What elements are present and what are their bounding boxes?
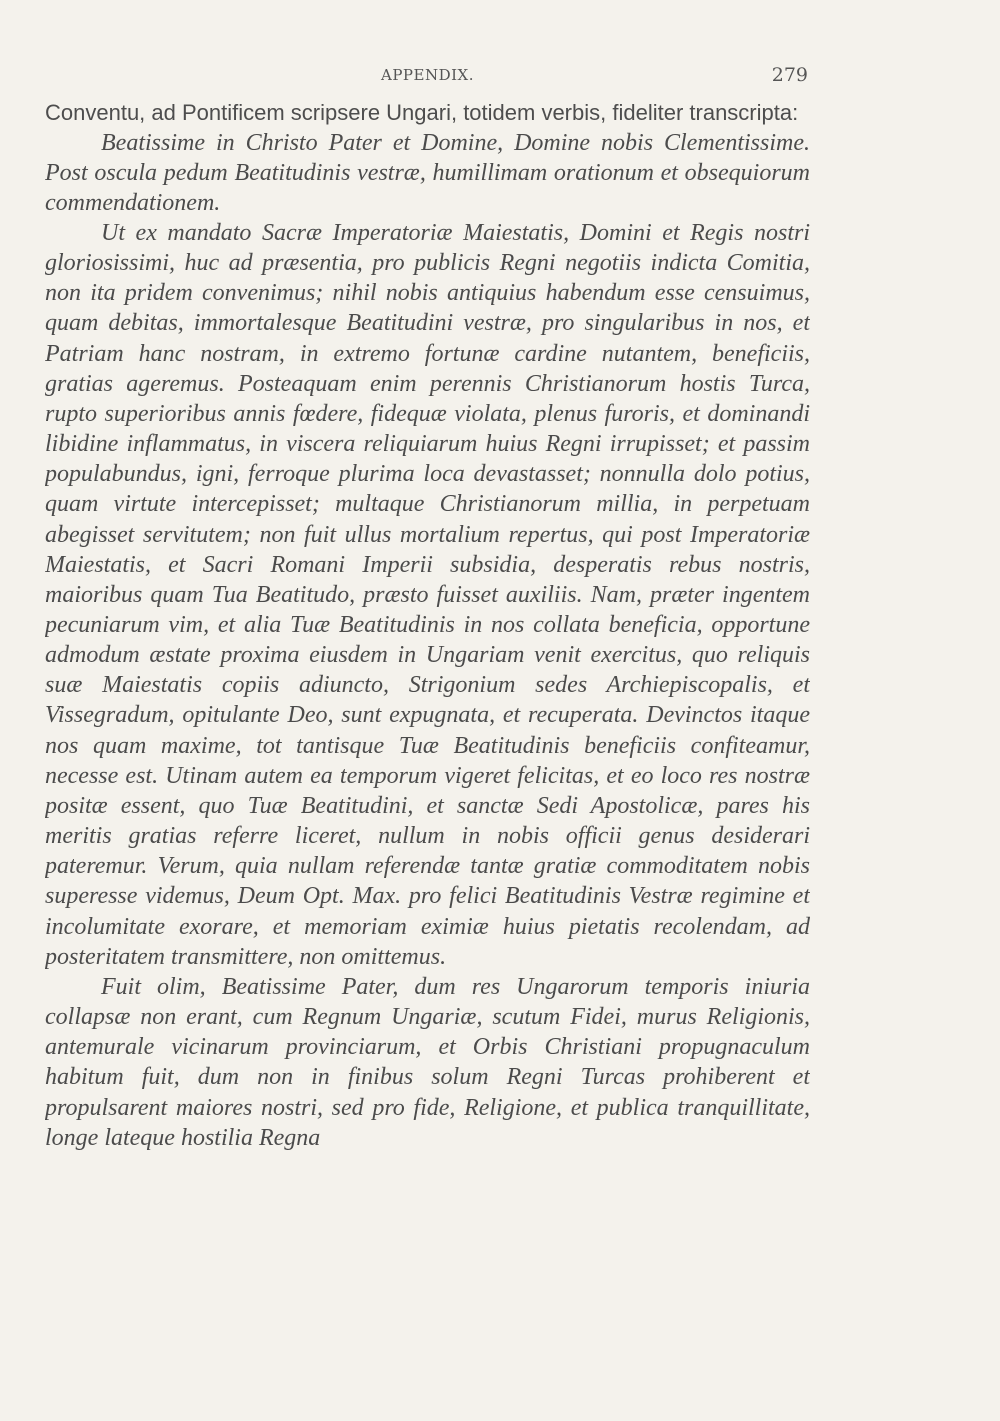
running-title: APPENDIX. (381, 66, 474, 84)
text-block (45, 98, 810, 1153)
running-head (45, 62, 810, 92)
intro-paragraph: Conventu, ad Pontificem scripsere Ungari, totidem verbis, fideliter transcripta: (45, 100, 799, 125)
letter-closing-paragraph: Fuit olim, Beatissime Pater, dum res Ungarorum temporis iniuria collapsæ non erant, cum Regnum Ungariæ, scutum Fidei, murus Religionis, antemurale vicinarum provinciarum, et Orbis Christiani propugnaculum habitum fuit, dum non in finibus solum Regni Turcas prohiberent et propulsarent maiores nostri, sed pro fide, Religione, et publica tranquillitate, longe lateque hostilia Regna (45, 973, 810, 1151)
book-page (45, 62, 810, 1362)
letter-salutation-paragraph: Beatissime in Christo Pater et Domine, Domine nobis Clementissime. Post oscula pedum Beatitudinis vestræ, humillimam orationum et obsequiorum commendationem. (45, 129, 810, 216)
letter-body-paragraph: Ut ex mandato Sacræ Imperatoriæ Maiestatis, Domini et Regis nostri gloriosissimi, huc ad præsentia, pro publicis Regni negotiis indicta Comitia, non ita pridem convenimus; nihil nobis antiquius habendum esse censuimus, quam debitas, immortalesque Beatitudini vestræ, pro singularibus in nos, et Patriam hanc nostram, in extremo fortunæ cardine nutantem, beneficiis, gratias ageremus. Posteaquam enim perennis Christianorum hostis Turca, rupto superioribus annis fœdere, fidequæ violata, plenus furoris, et dominandi libidine inflammatus, in viscera reliquiarum huius Regni irrupisset; et passim populabundus, igni, ferroque plurima loca devastasset; nonnulla dolo potius, quam virtute intercepisset; multaque Christianorum millia, in perpetuam abegisset servitutem; non fuit ullus mortalium repertus, qui post Imperatoriæ Maiestatis, et Sacri Romani Imperii subsidia, desperatis rebus nostris, maioribus quam Tua Beatitudo, præsto fuisset auxiliis. Nam, præter ingentem pecuniarum vim, et alia Tuæ Beatitudinis in nos collata beneficia, opportune admodum æstate proxima eiusdem in Ungariam venit exercitus, quo reliquis suæ Maiestatis copiis adiuncto, Strigonium sedes Archiepiscopalis, et Vissegradum, opitulante Deo, sunt expugnata, et recuperata. Devinctos itaque nos quam maxime, tot tantisque Tuæ Beatitudinis beneficiis confiteamur, necesse est. Utinam autem ea temporum vigeret felicitas, et eo loco res nostræ positæ essent, quo Tuæ Beatitudini, et sanctæ Sedi Apostolicæ, pares his meritis gratias referre liceret, nullum in nobis officii genus desiderari pateremur. Verum, quia nullam referendæ tantæ gratiæ commoditatem nobis superesse videmus, Deum Opt. Max. pro felici Beatitudinis Vestræ regimine et incolumitate exorare, et memoriam eximiæ huius pietatis recolendam, ad posteritatem transmittere, non omittemus. (45, 219, 810, 970)
page-number: 279 (771, 64, 808, 86)
